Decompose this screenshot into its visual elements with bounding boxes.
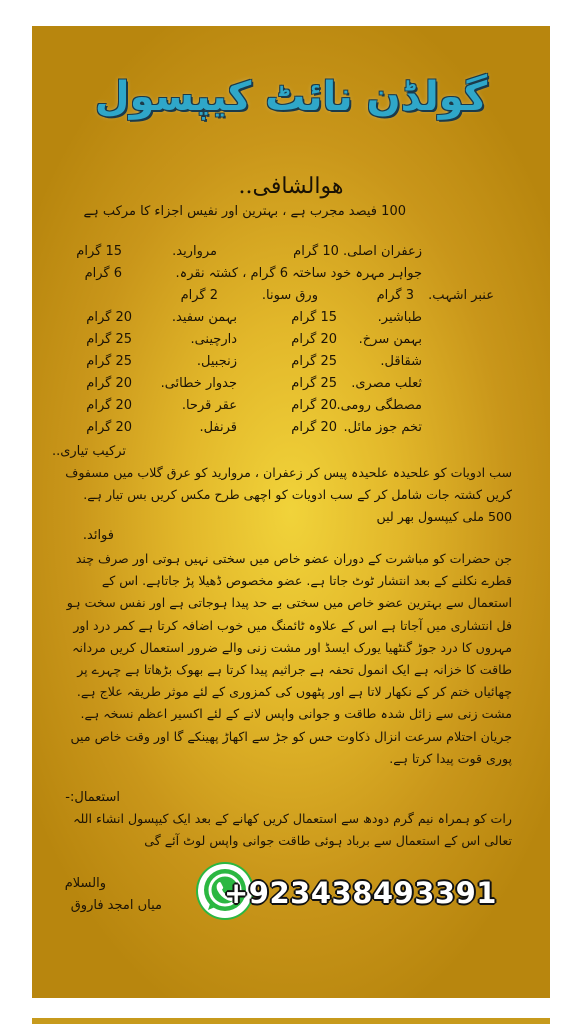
ingredient-row xyxy=(62,332,422,352)
ingredient-cell: طباشیر. xyxy=(377,310,422,325)
ingredient-cell: 25 گرام xyxy=(86,332,132,347)
next-card-edge xyxy=(32,1018,550,1024)
ingredient-row xyxy=(62,420,422,440)
ingredient-cell: 25 گرام xyxy=(291,354,337,369)
ingredient-cell: دارچینی. xyxy=(190,332,237,347)
prep-text: سب ادویات کو علحیدہ علحیدہ پیس کر زعفران ، مروارید کو عرق گلاب میں مسفوف کریں کشتہ جات شامل کر کے سب ادویات کو اچھی طرح مکس کریں بس تیار ہے. 500 ملی کیپسول بھر لیں xyxy=(65,465,512,525)
author-name: میاں امجد فاروق xyxy=(70,898,162,913)
ingredient-cell: زنجبیل. xyxy=(196,354,237,369)
usage-text: رات کو ہمراہ نیم گرم دودھ سے استعمال کریں کھانے کے بعد ایک کیپسول انشاء اللہ تعالی اس کے استعمال سے برباد ہوئی طاقت جوانی واپس لوٹ آئے گی xyxy=(73,811,512,849)
ingredient-cell: بہمن سفید. xyxy=(171,310,237,325)
ingredient-cell: 20 گرام xyxy=(86,376,132,391)
ingredient-cell: 20 گرام xyxy=(86,420,132,435)
usage-heading: استعمال:- xyxy=(65,790,120,805)
ingredient-cell: 15 گرام xyxy=(291,310,337,325)
benefits-heading: فوائد. xyxy=(82,528,114,543)
ingredient-cell: 6 گرام xyxy=(84,266,122,281)
ingredient-cell: قرنفل. xyxy=(199,420,237,435)
ingredient-row xyxy=(62,376,422,396)
ingredient-cell: 20 گرام xyxy=(291,332,337,347)
ingredient-cell: جدوار خطائی. xyxy=(160,376,237,391)
ingredient-cell: 25 گرام xyxy=(291,376,337,391)
ingredient-cell: جواہر مہرہ خود ساختہ 6 گرام ، کشتہ نقرہ. xyxy=(175,266,422,281)
ingredient-cell: مصطگی رومی. xyxy=(336,398,422,413)
ingredient-cell: مروارید. xyxy=(172,244,217,259)
ingredient-cell: 3 گرام xyxy=(376,288,414,303)
ingredient-row xyxy=(62,398,422,418)
ingredient-cell: 2 گرام xyxy=(180,288,218,303)
ingredient-cell: 15 گرام xyxy=(76,244,122,259)
ingredient-cell: عنبر اشہب. xyxy=(428,288,494,303)
closing-text: والسلام xyxy=(64,876,106,891)
ingredient-cell: بہمن سرخ. xyxy=(358,332,422,347)
ingredient-cell: 20 گرام xyxy=(86,398,132,413)
ingredient-cell: 20 گرام xyxy=(291,420,337,435)
ingredient-cell: تخم جوز مائل. xyxy=(343,420,422,435)
ingredient-row xyxy=(62,266,422,286)
ingredient-row xyxy=(62,310,422,330)
prep-heading: ترکیب تیاری.. xyxy=(51,444,126,459)
ingredient-row xyxy=(122,288,494,308)
ingredient-cell: ورق سونا. xyxy=(261,288,318,303)
ingredient-cell: 20 گرام xyxy=(291,398,337,413)
benefits-text: جن حضرات کو مباشرت کے دوران عضو خاص میں سختی نہیں ہوتی اور صرف چند قطرے نکلنے کے بعد انتشار ٹوٹ جاتا ہے. عضو مخصوص ڈھیلا پڑ جاتاہے. اس کے استعمال سے بہترین عضو خاص میں سختی بے حد پیدا ہوجاتی ہے اور نفس سخت ہو فل انتشاری میں آجاتا ہے اس کے علاوہ ٹائمنگ میں خوب اضافہ کرتا ہے کمر درد اور مہروں کا درد جوڑ گنٹھیا یورک ایسڈ اور مشت زنی والے ضرور استعمال کریں مردانہ طاقت کا خزانہ ہے ایک انمول تحفہ ہے جراثیم پیدا کرتا ہے بھوک بڑھاتا ہے چہرے پر چھائیاں ختم کر کے نکھار لاتا ہے اور پٹھوں کی کمزوری کے لئے موثر طریقہ علاج ہے. مشت زنی سے زائل شدہ طاقت و جوانی واپس لانے کے لئے اکسیر اعظم نسخہ ہے. جریان احتلام سرعت انزال ذکاوت حس کو جڑ سے اکھاڑ پھینکے گا اور وقت خاص میں پوری قوت پیدا کرتا ہے. xyxy=(66,551,512,766)
ingredient-cell: شقاقل. xyxy=(380,354,422,369)
poster-card xyxy=(32,26,550,998)
page-title: گولڈن نائٹ کیپسول xyxy=(94,74,488,120)
ingredient-row xyxy=(62,354,422,374)
phone-number: +923438493391 xyxy=(224,876,497,910)
ingredient-cell: ثعلب مصری. xyxy=(351,376,422,391)
ingredient-cell: زعفران اصلی. 10 گرام xyxy=(293,244,422,259)
ingredient-cell: عقر قرحا. xyxy=(181,398,237,413)
subtitle: ھوالشافی.. xyxy=(238,174,344,199)
ingredient-cell: 25 گرام xyxy=(86,354,132,369)
intro-text: 100 فیصد مجرب ہے ، بہترین اور نفیس اجزاء کا مرکب ہے xyxy=(83,204,406,219)
ingredient-cell: 20 گرام xyxy=(86,310,132,325)
ingredient-row xyxy=(62,244,422,264)
